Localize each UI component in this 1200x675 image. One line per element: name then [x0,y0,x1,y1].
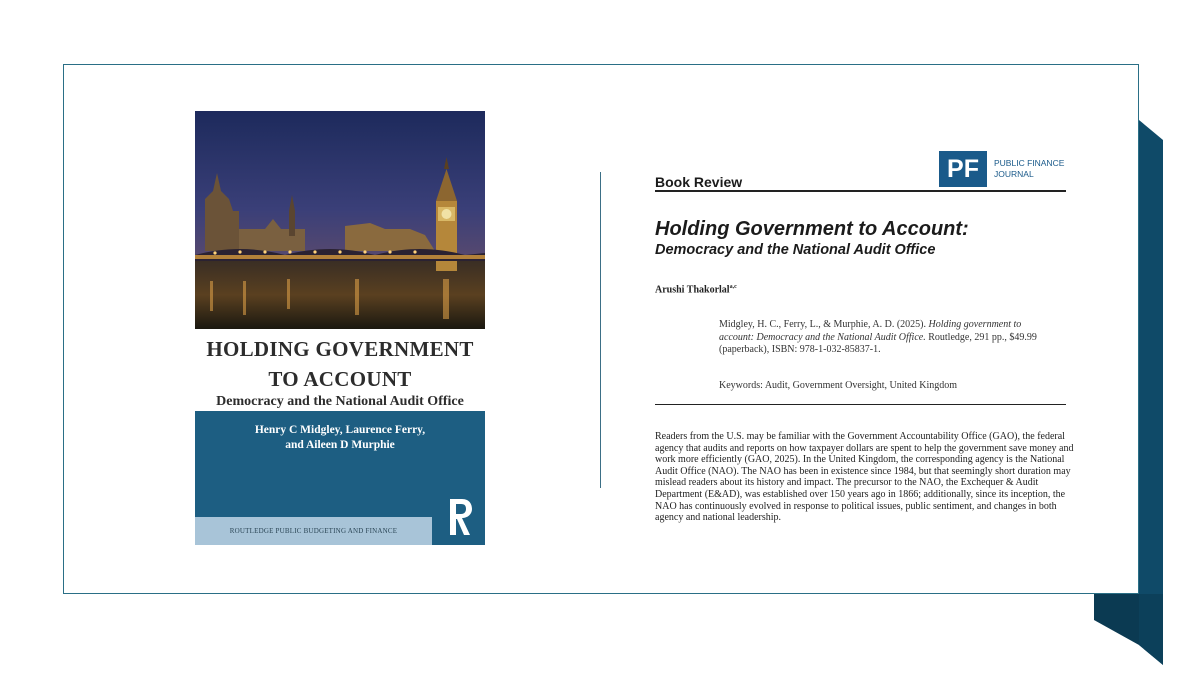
journal-logo: PF [939,151,987,187]
author-name: Arushi Thakorlal [655,284,730,296]
section-label: Book Review [655,174,743,190]
citation-prefix: Midgley, H. C., Ferry, L., & Murphie, A. D. (2025). [719,319,929,330]
citation-title: Holding government to account: Democracy and the National Audit Office. [719,319,1022,343]
cover-authors-line1: Henry C Midgley, Laurence Ferry, [254,424,426,436]
cover-title-line2: TO ACCOUNT [268,367,412,391]
review-body: Readers from the U.S. may be familiar with the Government Accountability Office (GAO), the federal agency that audits and reports on how taxpayer dollars are spent to help the government save money and work more efficiently (GAO, 2025). In the United Kingdom, the corresponding agency is the National Audit Office (NAO). The NAO has been in existence since 1984, but that seemingly short duration may mislead readers about its history and impact. The precursor to the NAO, the Exchequer & Audit Department (E&AD), was established over 150 years ago in 1866; additionally, since its inception, the NAO has continuously evolved in response to political issues, public sentiment, and changes in both agency and national leadership. [655,431,1074,524]
journal-name [994,158,1074,180]
author-affiliation: a,c [729,284,737,290]
cover-title-line1: HOLDING GOVERNMENT [206,337,474,361]
cover-photo-westminster [195,111,485,329]
keywords-rule [655,404,1066,405]
review-author [655,284,737,295]
citation-suffix: Routledge, 291 pp., $49.99 (paperback), ISBN: 978-1-032-85837-1. [719,331,1037,355]
cover-title-block [195,329,485,411]
cover-subtitle: Democracy and the National Audit Office [216,394,464,409]
header-rule [655,190,1066,192]
series-label: ROUTLEDGE PUBLIC BUDGETING AND FINANCE [195,517,432,545]
cover-authors-line2: and Aileen D Murphie [285,439,395,451]
vertical-divider [600,172,601,488]
cover-authors [195,423,485,453]
journal-name-line1: PUBLIC FINANCE [994,158,1065,168]
book-citation [719,319,1049,357]
review-title: Holding Government to Account: [655,218,969,240]
routledge-logo-icon [446,495,476,539]
book-cover [195,111,485,545]
review-subtitle: Democracy and the National Audit Office [655,242,936,258]
cover-author-panel [195,411,485,545]
keywords: Keywords: Audit, Government Oversight, United Kingdom [719,380,958,391]
journal-name-line2: JOURNAL [994,169,1034,179]
